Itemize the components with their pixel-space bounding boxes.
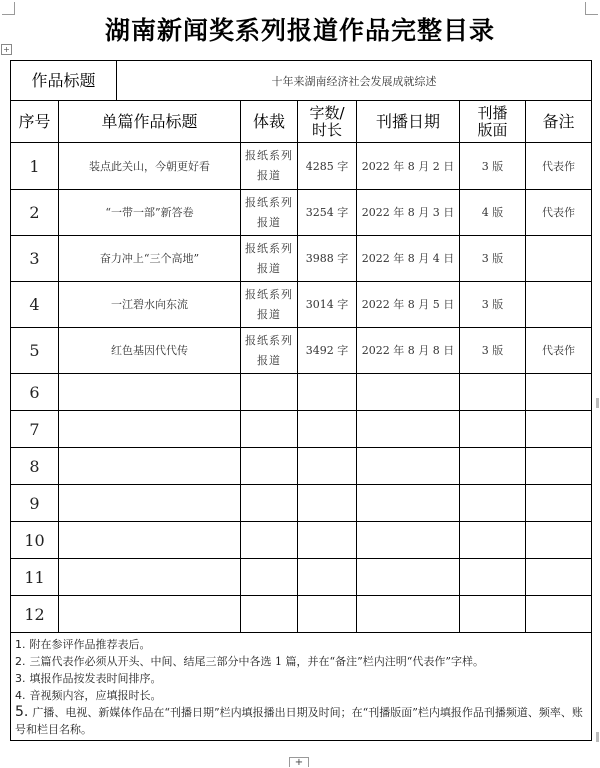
row-length[interactable] xyxy=(298,596,357,633)
header-page xyxy=(460,101,526,143)
row-page[interactable]: 4 版 xyxy=(460,190,526,236)
row-length[interactable] xyxy=(298,411,357,448)
table-row xyxy=(11,143,592,190)
note-number: 1. xyxy=(15,638,26,651)
row-genre[interactable] xyxy=(241,328,298,374)
row-genre[interactable] xyxy=(241,190,298,236)
row-page[interactable] xyxy=(460,485,526,522)
row-genre[interactable] xyxy=(241,596,298,633)
row-genre-line1: 报纸系列 xyxy=(245,333,294,347)
row-page[interactable]: 3 版 xyxy=(460,143,526,190)
note-text: 附在参评作品推荐表后。 xyxy=(29,638,151,651)
row-remark[interactable]: 代表作 xyxy=(526,143,592,190)
row-length[interactable] xyxy=(298,374,357,411)
work-title-label: 作品标题 xyxy=(11,61,117,101)
row-length[interactable]: 3492 字 xyxy=(298,328,357,374)
row-piece-title[interactable]: “一带一部”新答卷 xyxy=(59,190,241,236)
row-page[interactable]: 3 版 xyxy=(460,282,526,328)
row-remark[interactable] xyxy=(526,559,592,596)
header-date: 刊播日期 xyxy=(357,101,460,143)
row-number[interactable]: 4 xyxy=(11,282,59,328)
row-piece-title[interactable] xyxy=(59,559,241,596)
row-genre[interactable] xyxy=(241,143,298,190)
row-number[interactable]: 2 xyxy=(11,190,59,236)
note-item xyxy=(15,653,587,670)
row-date[interactable]: 2022 年 8 月 3 日 xyxy=(357,190,460,236)
row-length[interactable]: 4285 字 xyxy=(298,143,357,190)
row-piece-title[interactable] xyxy=(59,374,241,411)
table-row xyxy=(11,236,592,282)
row-page[interactable] xyxy=(460,411,526,448)
row-page[interactable]: 3 版 xyxy=(460,328,526,374)
row-page[interactable] xyxy=(460,596,526,633)
note-number: 2. xyxy=(15,655,26,668)
row-genre[interactable] xyxy=(241,236,298,282)
row-number[interactable]: 7 xyxy=(11,411,59,448)
note-text: 填报作品按发表时间排序。 xyxy=(29,672,162,685)
row-remark[interactable]: 代表作 xyxy=(526,328,592,374)
column-header-row xyxy=(11,101,592,143)
row-remark[interactable]: 代表作 xyxy=(526,190,592,236)
table-row xyxy=(11,559,592,596)
row-piece-title[interactable] xyxy=(59,596,241,633)
table-row xyxy=(11,522,592,559)
note-text: 三篇代表作必须从开头、中间、结尾三部分中各选 1 篇，并在“备注”栏内注明“代表作”字样。 xyxy=(29,655,484,668)
row-genre-line2: 报道 xyxy=(257,307,282,321)
add-row-plus-icon[interactable]: + xyxy=(289,757,309,767)
row-number[interactable]: 10 xyxy=(11,522,59,559)
row-date[interactable] xyxy=(357,596,460,633)
header-piece-title: 单篇作品标题 xyxy=(59,101,241,143)
note-text: 广播、电视、新媒体作品在“刊播日期”栏内填报播出日期及时间；在“刊播版面”栏内填报作品刊播频道、频率、账号和栏目名称。 xyxy=(15,706,583,736)
row-piece-title[interactable] xyxy=(59,485,241,522)
row-length[interactable]: 3988 字 xyxy=(298,236,357,282)
row-number[interactable]: 12 xyxy=(11,596,59,633)
header-length-line2: 时长 xyxy=(312,120,343,139)
row-date[interactable] xyxy=(357,522,460,559)
header-length-line1: 字数/ xyxy=(309,103,345,122)
row-page[interactable] xyxy=(460,374,526,411)
row-piece-title[interactable] xyxy=(59,411,241,448)
note-number: 5. xyxy=(15,704,29,720)
row-number[interactable]: 11 xyxy=(11,559,59,596)
row-date[interactable]: 2022 年 8 月 4 日 xyxy=(357,236,460,282)
header-page-line1: 刊播 xyxy=(477,103,508,122)
right-edge-mark xyxy=(596,398,599,408)
row-piece-title[interactable]: 红色基因代代传 xyxy=(59,328,241,374)
row-number[interactable]: 5 xyxy=(11,328,59,374)
row-number[interactable]: 8 xyxy=(11,448,59,485)
note-item xyxy=(15,670,587,687)
row-page[interactable] xyxy=(460,559,526,596)
right-edge-mark xyxy=(596,732,599,742)
row-genre[interactable] xyxy=(241,448,298,485)
row-number[interactable]: 3 xyxy=(11,236,59,282)
row-genre-line1: 报纸系列 xyxy=(245,287,294,301)
row-length[interactable] xyxy=(298,485,357,522)
row-genre-line2: 报道 xyxy=(257,215,282,229)
row-genre[interactable] xyxy=(241,282,298,328)
row-genre[interactable] xyxy=(241,559,298,596)
row-date[interactable]: 2022 年 8 月 5 日 xyxy=(357,282,460,328)
notes-cell xyxy=(11,633,592,741)
row-remark[interactable] xyxy=(526,485,592,522)
row-date[interactable] xyxy=(357,448,460,485)
note-number: 4. xyxy=(15,689,26,702)
row-genre-line1: 报纸系列 xyxy=(245,195,294,209)
row-remark[interactable] xyxy=(526,282,592,328)
row-piece-title[interactable]: 一江碧水向东流 xyxy=(59,282,241,328)
row-genre[interactable] xyxy=(241,374,298,411)
row-remark[interactable] xyxy=(526,411,592,448)
note-number: 3. xyxy=(15,672,26,685)
row-date[interactable] xyxy=(357,559,460,596)
note-item xyxy=(15,636,587,653)
row-genre[interactable] xyxy=(241,411,298,448)
note-item xyxy=(15,687,587,704)
row-remark[interactable] xyxy=(526,448,592,485)
header-page-line2: 版面 xyxy=(477,120,508,139)
row-page[interactable] xyxy=(460,448,526,485)
row-length[interactable]: 3014 字 xyxy=(298,282,357,328)
header-seq: 序号 xyxy=(11,101,59,143)
note-text: 音视频内容，应填报时长。 xyxy=(29,689,162,702)
row-genre[interactable] xyxy=(241,485,298,522)
table-row xyxy=(11,596,592,633)
catalog-table xyxy=(10,60,592,741)
table-row xyxy=(11,448,592,485)
row-date[interactable]: 2022 年 8 月 2 日 xyxy=(357,143,460,190)
row-genre[interactable] xyxy=(241,522,298,559)
page-title: 湖南新闻奖系列报道作品完整目录 xyxy=(104,16,495,45)
row-date[interactable] xyxy=(357,411,460,448)
row-remark[interactable] xyxy=(526,522,592,559)
header-remark: 备注 xyxy=(526,101,592,143)
table-move-handle-icon[interactable]: + xyxy=(1,44,12,55)
table-row xyxy=(11,485,592,522)
row-page[interactable] xyxy=(460,522,526,559)
row-number[interactable]: 1 xyxy=(11,143,59,190)
row-date[interactable] xyxy=(357,374,460,411)
row-genre-line2: 报道 xyxy=(257,261,282,275)
row-remark[interactable] xyxy=(526,374,592,411)
row-piece-title[interactable] xyxy=(59,448,241,485)
row-genre-line1: 报纸系列 xyxy=(245,241,294,255)
row-remark[interactable] xyxy=(526,596,592,633)
row-length[interactable]: 3254 字 xyxy=(298,190,357,236)
row-length[interactable] xyxy=(298,522,357,559)
row-piece-title[interactable]: 奋力冲上“三个高地” xyxy=(59,236,241,282)
table-row xyxy=(11,190,592,236)
table-row xyxy=(11,282,592,328)
work-title-row xyxy=(11,61,592,101)
row-number[interactable]: 6 xyxy=(11,374,59,411)
work-title-value[interactable]: 十年来湖南经济社会发展成就综述 xyxy=(117,61,592,101)
row-genre-line1: 报纸系列 xyxy=(245,149,294,162)
note-item xyxy=(15,704,587,738)
table-row xyxy=(11,411,592,448)
row-genre-line2: 报道 xyxy=(257,353,282,367)
header-genre: 体裁 xyxy=(241,101,298,143)
row-piece-title[interactable] xyxy=(59,522,241,559)
row-number[interactable]: 9 xyxy=(11,485,59,522)
row-page[interactable]: 3 版 xyxy=(460,236,526,282)
row-length[interactable] xyxy=(298,559,357,596)
table-row xyxy=(11,374,592,411)
row-remark[interactable] xyxy=(526,236,592,282)
table-row xyxy=(11,328,592,374)
row-date[interactable]: 2022 年 8 月 8 日 xyxy=(357,328,460,374)
row-piece-title[interactable]: 装点此关山，今朝更好看 xyxy=(59,143,241,190)
row-length[interactable] xyxy=(298,448,357,485)
row-genre-line2: 报道 xyxy=(257,169,282,182)
header-length xyxy=(298,101,357,143)
notes-row xyxy=(11,633,592,741)
row-date[interactable] xyxy=(357,485,460,522)
